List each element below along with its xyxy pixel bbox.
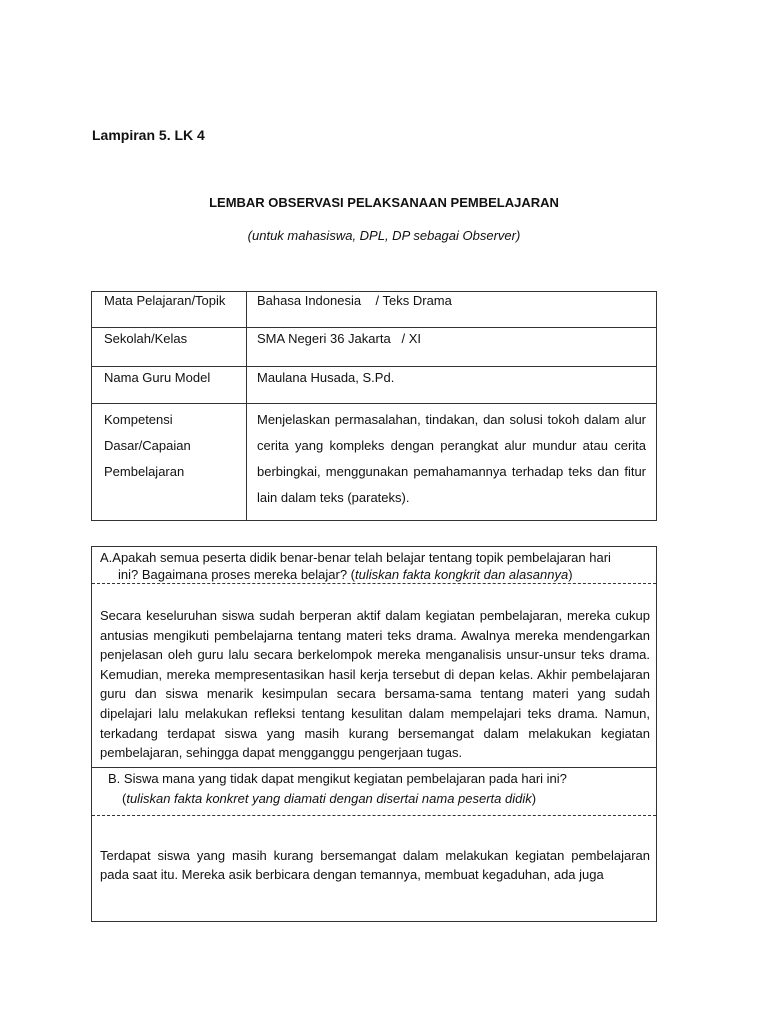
document-subtitle: (untuk mahasiswa, DPL, DP sebagai Observer) [247, 228, 521, 243]
question-a [92, 547, 656, 583]
table-row [92, 292, 657, 328]
subject-value: Bahasa Indonesia / Teks Drama [257, 293, 452, 308]
table-row [92, 367, 657, 404]
question-b [92, 768, 656, 815]
info-table [91, 291, 657, 521]
question-a-line2 [100, 566, 650, 583]
competency-value: Menjelaskan permasalahan, tindakan, dan solusi tokoh dalam alur cerita yang kompleks dengan perangkat alur mundur atau cerita berbingkai, menggunakan pemahamannya terhadap teks dan fitur lain dalam teks (parateks). [257, 412, 646, 505]
value-cell [247, 404, 657, 521]
label-cell [92, 404, 247, 521]
question-b-line2 [100, 789, 650, 809]
competency-label-line: Dasar/Capaian [104, 438, 191, 453]
value-cell [247, 328, 657, 367]
label-cell [92, 367, 247, 404]
question-b-open: ( [122, 790, 127, 806]
table-row [92, 404, 657, 521]
subject-label: Mata Pelajaran/Topik [104, 293, 226, 308]
question-b-instruction: tuliskan fakta konkret yang diamati dengan disertai nama peserta didik [126, 790, 532, 806]
teacher-label: Nama Guru Model [104, 370, 211, 385]
label-cell [92, 292, 247, 328]
competency-label-line: Kompetensi [104, 412, 173, 427]
question-b-close: ) [531, 790, 537, 806]
observation-box [91, 546, 657, 922]
school-class-label: Sekolah/Kelas [104, 331, 188, 346]
question-a-text: ini? Bagaimana proses mereka belajar? ( [118, 567, 356, 582]
competency-label-line: Pembelajaran [104, 464, 185, 479]
answer-b: Terdapat siswa yang masih kurang bersemangat dalam melakukan kegiatan pembelajaran pada saat itu. Mereka asik berbicara dengan temannya, membuat kegaduhan, ada juga [100, 847, 650, 883]
teacher-value: Maulana Husada, S.Pd. [257, 370, 395, 385]
school-class-value: SMA Negeri 36 Jakarta / XI [257, 331, 422, 346]
table-row [92, 328, 657, 367]
question-a-line1: A.Apakah semua peserta didik benar-benar telah belajar tentang topik pembelajaran hari [100, 550, 611, 565]
question-a-close: ) [568, 567, 573, 582]
appendix-heading: Lampiran 5. LK 4 [92, 127, 205, 143]
competency-label [92, 404, 246, 485]
question-b-line1: B. Siswa mana yang tidak dapat mengikut kegiatan pembelajaran pada hari ini? [108, 770, 567, 786]
label-cell [92, 328, 247, 367]
document-title: LEMBAR OBSERVASI PELAKSANAAN PEMBELAJARAN [209, 195, 559, 210]
value-cell [247, 292, 657, 328]
value-cell [247, 367, 657, 404]
question-a-instruction: tuliskan fakta kongkrit dan alasannya [355, 567, 569, 582]
answer-a: Secara keseluruhan siswa sudah berperan aktif dalam kegiatan pembelajaran, mereka cukup antusias mengikuti pembelajarna tentang materi teks drama. Awalnya mereka mendengarkan penjelasan oleh guru lalu secara berkelompok mereka menganalisis unsur-unsur teks drama. Kemudian, mereka mempresentasikan hasil kerja tersebut di depan kelas. Akhir pembelajaran guru dan siswa menarik kesimpulan secara bersama-sama tentang materi yang sudah dipelajari lalu melakukan refleksi tentang kesulitan dalam mempelajari teks drama. Namun, terkadang terdapat siswa yang masih kurang bersemangat dalam melakukan kegiatan pembelajaran, sehingga dapat mengganggu pengerjaan tugas. [100, 608, 650, 761]
